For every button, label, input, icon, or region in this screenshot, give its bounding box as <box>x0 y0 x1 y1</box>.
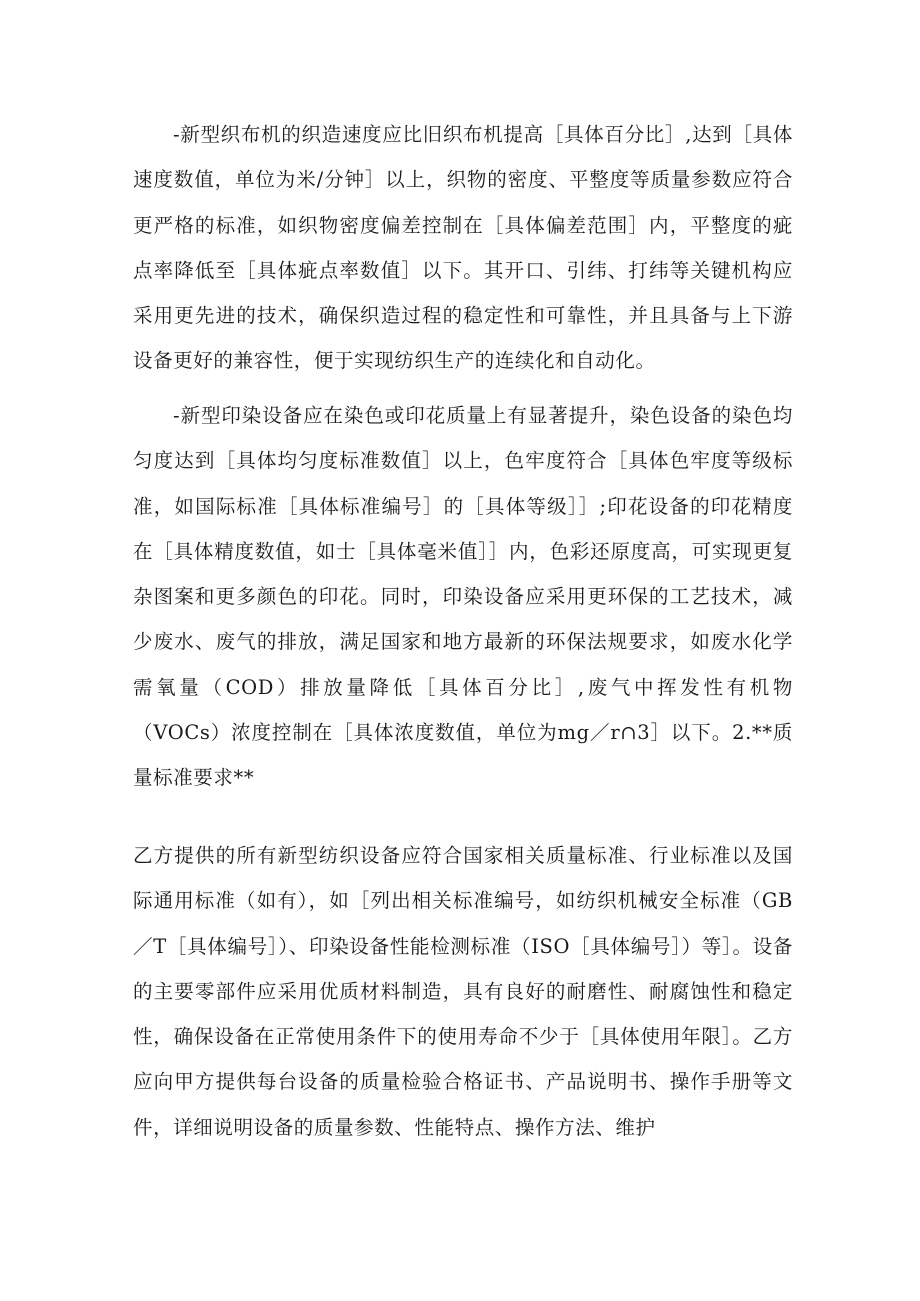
paragraph-quality-standards <box>133 833 793 1150</box>
paragraph-weaving-loom <box>133 112 793 384</box>
paragraph-text: -新型印染设备应在染色或印花质量上有显著提升，染色设备的染色均匀度达到［具体均匀度标准数值］以上，色牢度符合［具体色牢度等级标准，如国际标准［具体标准编号］的［具体等级］］;印花设备的印花精度在［具体精度数值，如士［具体毫米值］］内，色彩还原度高，可实现更复杂图案和更多颜色的印花。同时，印染设备应采用更环保的工艺技术，减少废水、废气的排放，满足国家和地方最新的环保法规要求，如废水化学需氧量（COD）排放量降低［具体百分比］,废气中挥发性有机物（VOCs）浓度控制在［具体浓度数值，单位为mg／r∩3］以下。2.**质量标准要求** <box>133 404 793 790</box>
paragraph-dyeing-equipment <box>133 393 793 801</box>
paragraph-text: -新型织布机的织造速度应比旧织布机提高［具体百分比］,达到［具体速度数值，单位为米/分钟］以上，织物的密度、平整度等质量参数应符合更严格的标准，如织物密度偏差控制在［具体偏差范围］内，平整度的疵点率降低至［具体疵点率数值］以下。其开口、引纬、打纬等关键机构应采用更先进的技术，确保织造过程的稳定性和可靠性，并且具备与上下游设备更好的兼容性，便于实现纺织生产的连续化和自动化。 <box>133 123 793 373</box>
paragraph-text: 乙方提供的所有新型纺织设备应符合国家相关质量标准、行业标准以及国际通用标准（如有），如［列出相关标准编号，如纺织机械安全标准（GB／T［具体编号］）、印染设备性能检测标准（ISO［具体编号］）等］。设备的主要零部件应采用优质材料制造，具有良好的耐磨性、耐腐蚀性和稳定性，确保设备在正常使用条件下的使用寿命不少于［具体使用年限］。乙方应向甲方提供每台设备的质量检验合格证书、产品说明书、操作手册等文件，详细说明设备的质量参数、性能特点、操作方法、维护 <box>133 844 793 1139</box>
